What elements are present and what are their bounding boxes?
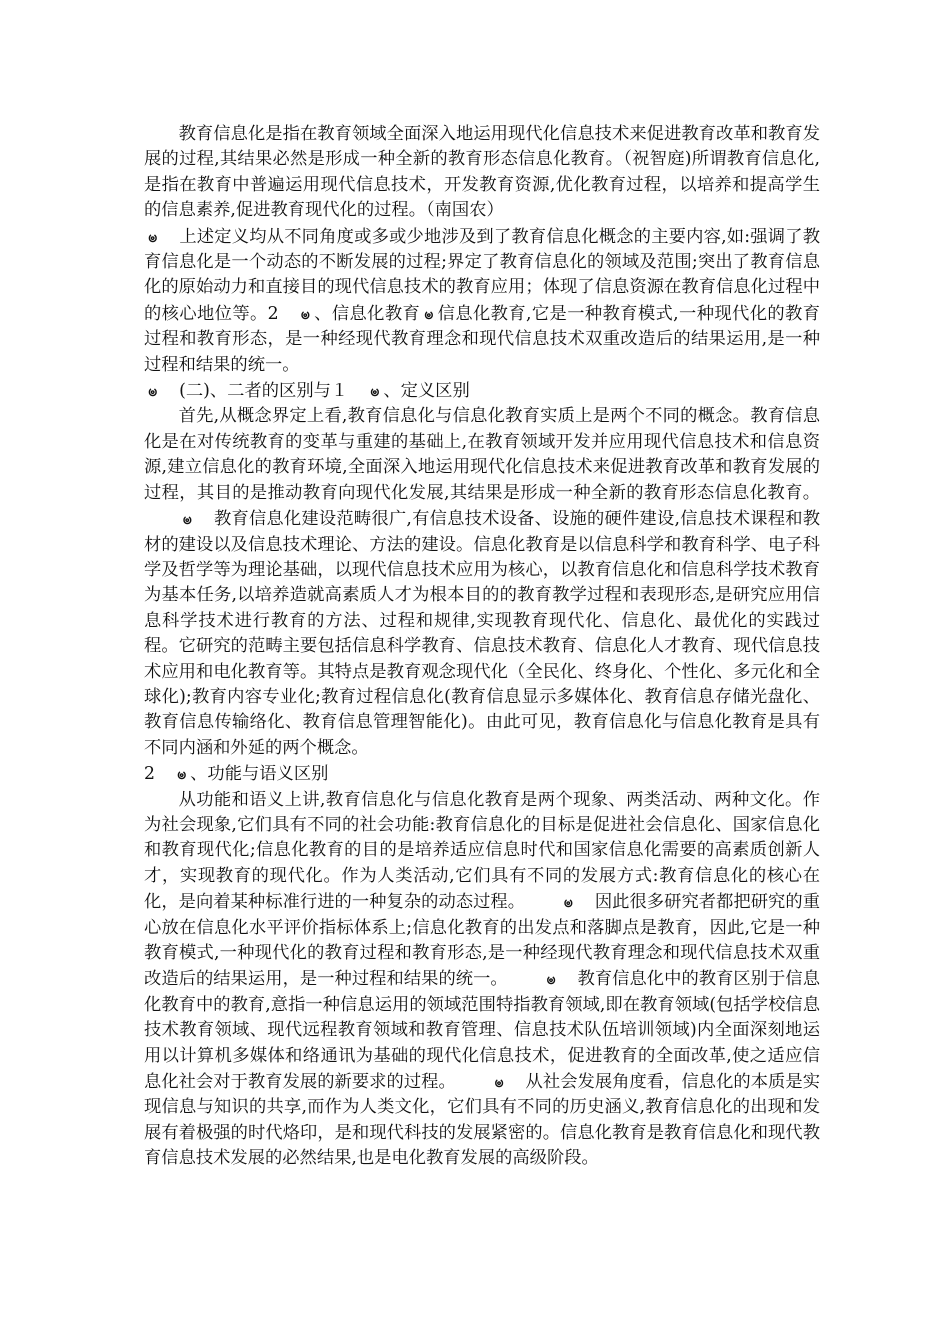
paragraph-text: 教育信息化中的教育区别于信息化教育中的教育,意指一种信息运用的领域范围特指教育领域,即在教育领域(包括学校信息技术教育领域、现代远程教育领域和教育管理、信息技术队伍培训领域)内全面深刻地运用以计算机多媒体和络通讯为基础的现代化信息技术，促进教育的全面改革,使之适应信息化社会对于教育发展的新要求的过程。 bbox=[144, 969, 820, 1093]
bullet-glyph: ၑ bbox=[148, 226, 158, 246]
paragraph-text: 从功能和语义上讲,教育信息化与信息化教育是两个现象、两类活动、两种文化。作为社会现象,它们具有不同的社会功能:教育信息化的目标是促进社会信息化、国家信息化和教育现代化;信息化教育的目的是培养适应信息时代和国家信息化需要的高素质创新人才，实现教育的现代化。作为人类活动,它们具有不同的发展方式:教育信息化的核心在化，是向着某种标准行进的一种复杂的动态过程。 bbox=[144, 789, 820, 913]
paragraph-text: 教育信息化建设范畴很广,有信息技术设备、设施的硬件建设,信息技术课程和教材的建设以及信息技术理论、方法的建设。信息化教育是以信息科学和教育科学、电子科学及哲学等为理论基础，以现代信息技术应用为核心，以教育信息化和信息科学技术教育为基本任务,以培养造就高素质人才为根本目的的教育教学过程和表现形态,是研究应用信息科学技术进行教育的方法、过程和规律,实现教育现代化、信息化、最优化的实践过程。它研究的范畴主要包括信息科学教育、信息技术教育、信息化人才教育、现代信息技术应用和电化教育等。其特点是教育观念现代化（全民化、终身化、个性化、多元化和全球化);教育内容专业化;教育过程信息化(教育信息显示多媒体化、教育信息存储光盘化、教育信息传输络化、教育信息管理智能化)。由此可见，教育信息化与信息化教育是具有不同内涵和外延的两个概念。 bbox=[144, 509, 820, 758]
section-title: 、功能与语义区别 bbox=[190, 764, 329, 785]
paragraph-text: 信息化教育,它是一种教育模式,一种现代化的教育过程和教育形态，是一种经现代教育理念和现代信息技术双重改造后的结果运用,是一种过程和结果的统一。 bbox=[144, 303, 820, 375]
paragraph-definition-difference bbox=[144, 404, 820, 761]
bullet-glyph: ၑ bbox=[370, 381, 380, 401]
section-heading-function bbox=[144, 761, 820, 787]
section-number: 2 bbox=[144, 764, 155, 785]
bullet-glyph: ၑ bbox=[177, 764, 187, 784]
bullet-glyph: ၑ bbox=[424, 303, 434, 323]
paragraph-summary bbox=[144, 224, 820, 378]
paragraph-text: 因此很多研究者都把研究的重心放在信息化水平评价指标体系上;信息化教育的出发点和落脚点是教育，因此,它是一种教育模式,一种现代化的教育过程和教育形态,是一种经现代教育理念和现代信息技术双重改造后的结果运用，是一种过程和结果的统一。 bbox=[144, 892, 820, 990]
paragraph-text: 上述定义均从不同角度或多或少地涉及到了教育信息化概念的主要内容,如:强调了教育信息化是一个动态的不断发展的过程;界定了教育信息化的领域及范围;突出了教育信息化的原始动力和直接目的现代信息技术的教育应用；体现了信息资源在教育信息化过程中的核心地位等。2 bbox=[144, 226, 820, 324]
bullet-glyph: ၑ bbox=[494, 1072, 504, 1092]
bullet-glyph: ၑ bbox=[182, 509, 192, 529]
bullet-glyph: ၑ bbox=[148, 381, 158, 401]
document-body bbox=[144, 122, 820, 1172]
section-title: 、定义区别 bbox=[383, 381, 470, 402]
paragraph-text: 教育信息化是指在教育领域全面深入地运用现代化信息技术来促进教育改革和教育发展的过程,其结果必然是形成一种全新的教育形态信息化教育。（祝智庭)所谓教育信息化,是指在教育中普遍运用现代信息技术，开发教育资源,优化教育过程，以培养和提高学生的信息素养,促进教育现代化的过程。（南国农） bbox=[144, 124, 820, 221]
bullet-glyph: ၑ bbox=[563, 892, 573, 912]
section-title: 、信息化教育 bbox=[313, 303, 421, 324]
paragraph-function-difference bbox=[144, 788, 820, 1172]
section-title: (二)、二者的区别与１ bbox=[179, 381, 349, 402]
paragraph-text: 首先,从概念界定上看,教育信息化与信息化教育实质上是两个不同的概念。教育信息化是在对传统教育的变革与重建的基础上,在教育领域开发并应用现代信息技术和信息资源,建立信息化的教育环境,全面深入地运用现代化信息技术来促进教育改革和教育发展的过程，其目的是推动教育向现代化发展,其结果是形成一种全新的教育形态信息化教育。 bbox=[144, 406, 820, 503]
bullet-glyph: ၑ bbox=[546, 969, 556, 989]
paragraph-definitions bbox=[144, 122, 820, 224]
paragraph-text: 从社会发展角度看，信息化的本质是实现信息与知识的共享,而作为人类文化，它们具有不同的历史涵义,教育信息化的出现和发展有着极强的时代烙印，是和现代科技的发展紧密的。信息化教育是教育信息化和现代教育信息技术发展的必然结果,也是电化教育发展的高级阶段。 bbox=[144, 1072, 820, 1169]
bullet-glyph: ၑ bbox=[300, 303, 310, 323]
section-heading-differences bbox=[144, 378, 820, 404]
